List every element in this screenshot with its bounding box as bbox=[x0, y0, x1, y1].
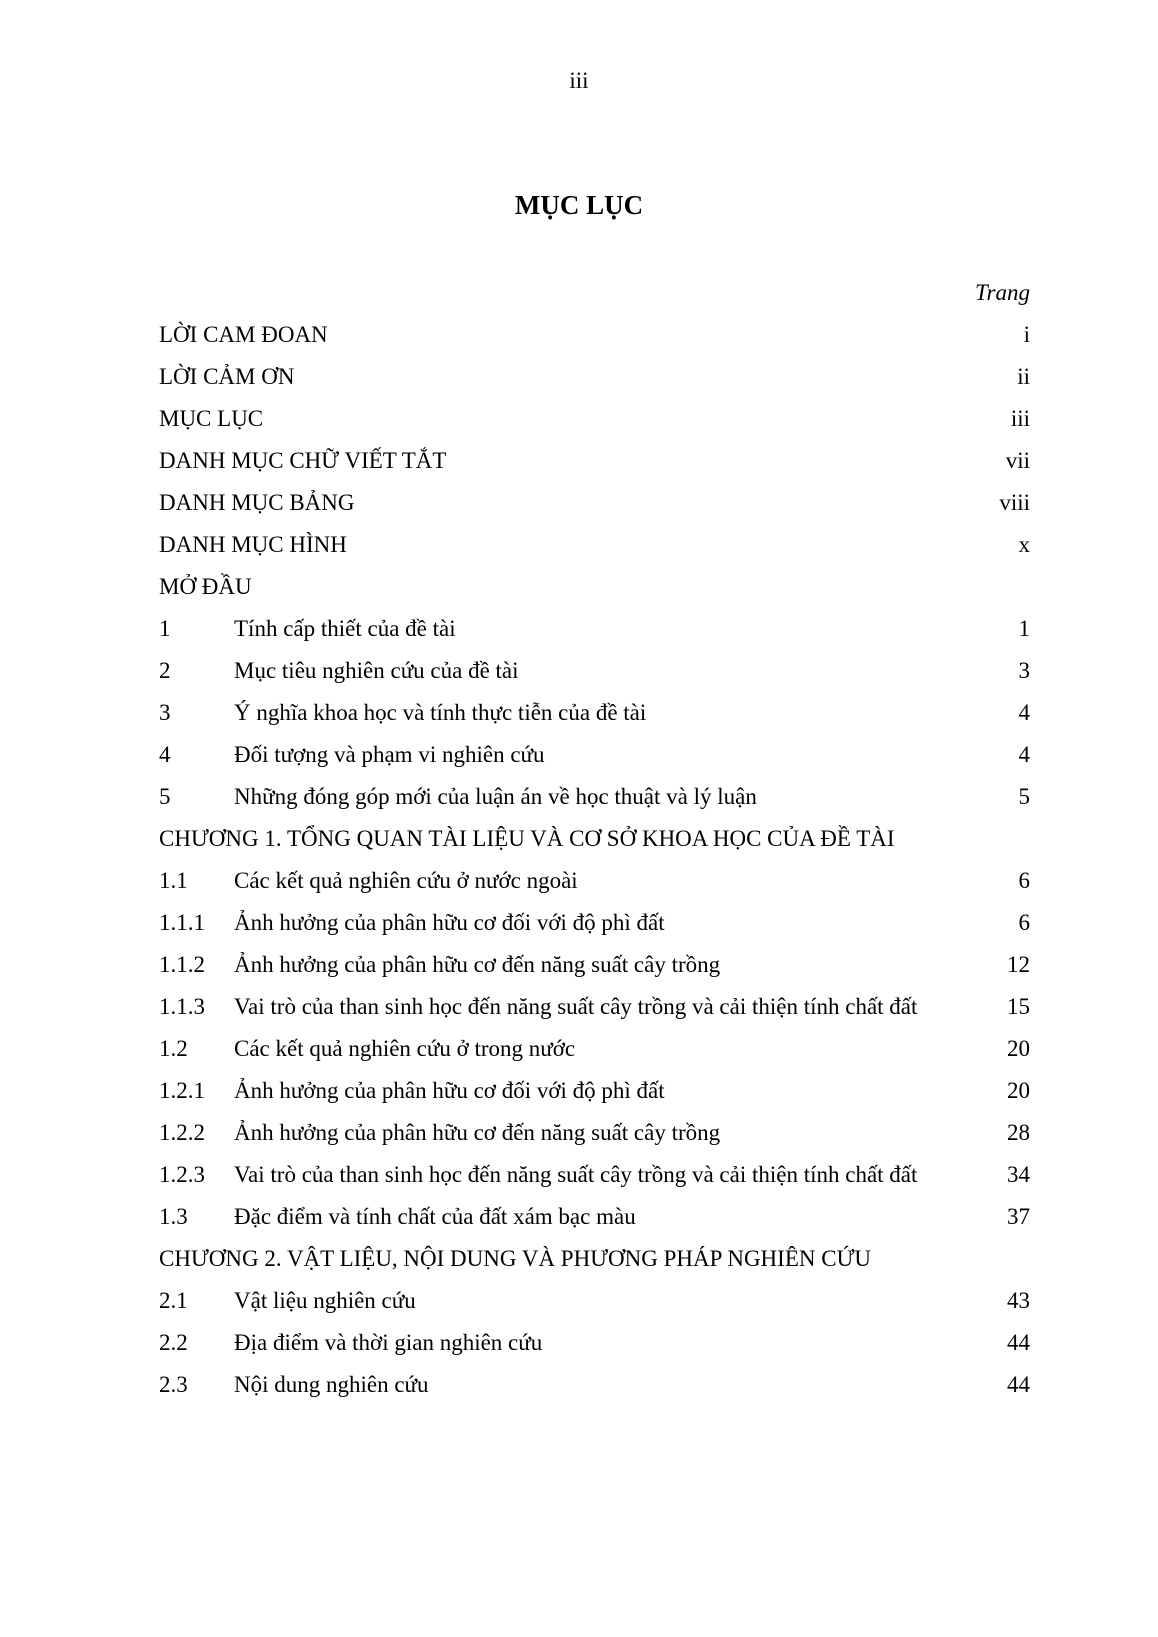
page-title: MỤC LỤC bbox=[514, 190, 644, 220]
toc-entry-number: 5 bbox=[159, 784, 171, 809]
toc-entry-label: LỜI CẢM ƠN bbox=[159, 364, 295, 389]
toc-entry-number: 1.1.2 bbox=[159, 952, 205, 977]
toc-entry-label: Tính cấp thiết của đề tài bbox=[234, 616, 456, 641]
toc-entry-number: 1.1 bbox=[159, 868, 188, 893]
toc-entry[interactable] bbox=[159, 782, 1030, 824]
toc-entry[interactable] bbox=[159, 824, 1030, 866]
toc-entry-page: 4 bbox=[1018, 700, 1030, 725]
toc-entry-page: 6 bbox=[1018, 868, 1030, 893]
toc-entry[interactable] bbox=[159, 1076, 1030, 1118]
toc-entry[interactable] bbox=[159, 1370, 1030, 1412]
toc-entry-label: Ảnh hưởng của phân hữu cơ đối với độ phì đất bbox=[234, 910, 665, 935]
toc-entry-number: 2.3 bbox=[159, 1372, 188, 1397]
toc-entry-number: 2.1 bbox=[159, 1288, 188, 1313]
toc-entry[interactable] bbox=[159, 656, 1030, 698]
toc-entry[interactable] bbox=[159, 1160, 1030, 1202]
toc-entry[interactable] bbox=[159, 908, 1030, 950]
toc-entry-page: 15 bbox=[1007, 994, 1030, 1019]
toc-entry-label: DANH MỤC HÌNH bbox=[159, 532, 347, 557]
toc-entry-label: DANH MỤC BẢNG bbox=[159, 490, 355, 515]
toc-entry[interactable] bbox=[159, 488, 1030, 530]
toc-entry-page: x bbox=[1018, 532, 1030, 557]
toc-entry-page: 6 bbox=[1018, 910, 1030, 935]
toc-entry-label: Vật liệu nghiên cứu bbox=[234, 1288, 416, 1313]
toc-entry-label: Những đóng góp mới của luận án về học thuật và lý luận bbox=[234, 784, 757, 809]
toc-entry-page: 43 bbox=[1007, 1288, 1030, 1313]
toc-entry-page: vii bbox=[1005, 448, 1030, 473]
toc-entries bbox=[159, 320, 1030, 1412]
toc-entry-label: Ảnh hưởng của phân hữu cơ đến năng suất cây trồng bbox=[234, 1120, 721, 1145]
toc-entry-page: 20 bbox=[1007, 1036, 1030, 1061]
toc-entry-page: 44 bbox=[1007, 1372, 1030, 1397]
page-column-label: Trang bbox=[975, 280, 1030, 305]
toc-entry[interactable] bbox=[159, 866, 1030, 908]
toc-entry-page: ii bbox=[1017, 364, 1030, 389]
toc-entry-page: viii bbox=[999, 490, 1030, 515]
toc-entry-label: Vai trò của than sinh học đến năng suất cây trồng và cải thiện tính chất đất bbox=[234, 994, 918, 1019]
toc-entry-label: Ý nghĩa khoa học và tính thực tiễn của đề tài bbox=[234, 700, 647, 725]
toc-entry-number: 1 bbox=[159, 616, 171, 641]
toc-entry-page: iii bbox=[1010, 406, 1030, 431]
toc-entry-label: Đặc điểm và tính chất của đất xám bạc màu bbox=[234, 1204, 636, 1229]
toc-entry-page: 28 bbox=[1007, 1120, 1030, 1145]
toc-entry-page: 20 bbox=[1007, 1078, 1030, 1103]
toc-entry-label: Mục tiêu nghiên cứu của đề tài bbox=[234, 658, 519, 683]
toc-entry-page: 37 bbox=[1007, 1204, 1030, 1229]
toc-entry-label: LỜI CAM ĐOAN bbox=[159, 322, 328, 347]
toc-entry-label: DANH MỤC CHỮ VIẾT TẮT bbox=[159, 448, 447, 473]
toc-entry[interactable] bbox=[159, 530, 1030, 572]
toc-entry-number: 1.2.3 bbox=[159, 1162, 205, 1187]
toc-entry[interactable] bbox=[159, 740, 1030, 782]
toc-entry[interactable] bbox=[159, 1118, 1030, 1160]
toc-entry-page: 44 bbox=[1007, 1330, 1030, 1355]
toc-entry[interactable] bbox=[159, 950, 1030, 992]
toc-entry-page: 4 bbox=[1018, 742, 1030, 767]
toc-entry-number: 3 bbox=[159, 700, 171, 725]
toc-entry[interactable] bbox=[159, 614, 1030, 656]
toc-entry-label: Ảnh hưởng của phân hữu cơ đối với độ phì đất bbox=[234, 1078, 665, 1103]
toc-entry-label: Địa điểm và thời gian nghiên cứu bbox=[234, 1330, 543, 1355]
toc-entry[interactable] bbox=[159, 446, 1030, 488]
toc-entry-label: Ảnh hưởng của phân hữu cơ đến năng suất cây trồng bbox=[234, 952, 721, 977]
toc-entry-number: 2.2 bbox=[159, 1330, 188, 1355]
toc-entry-label: MỞ ĐẦU bbox=[159, 574, 252, 599]
toc-entry-page: 12 bbox=[1007, 952, 1030, 977]
toc-entry[interactable] bbox=[159, 362, 1030, 404]
toc-entry-number: 1.2.1 bbox=[159, 1078, 205, 1103]
toc-entry-number: 1.2.2 bbox=[159, 1120, 205, 1145]
toc-entry-page: 34 bbox=[1007, 1162, 1030, 1187]
toc-entry[interactable] bbox=[159, 320, 1030, 362]
toc-entry[interactable] bbox=[159, 1286, 1030, 1328]
toc-entry-label: CHƯƠNG 1. TỔNG QUAN TÀI LIỆU VÀ CƠ SỞ KHOA HỌC CỦA ĐỀ TÀI bbox=[159, 826, 895, 851]
toc-entry[interactable] bbox=[159, 1202, 1030, 1244]
toc-entry-label: Các kết quả nghiên cứu ở nước ngoài bbox=[234, 868, 578, 893]
toc-entry[interactable] bbox=[159, 992, 1030, 1034]
toc-entry[interactable] bbox=[159, 1244, 1030, 1286]
toc-entry[interactable] bbox=[159, 698, 1030, 740]
table-of-contents bbox=[159, 278, 1030, 1412]
toc-entry-page: i bbox=[1023, 322, 1030, 347]
toc-entry[interactable] bbox=[159, 1328, 1030, 1370]
toc-entry-page: 1 bbox=[1018, 616, 1030, 641]
toc-entry-number: 4 bbox=[159, 742, 171, 767]
toc-entry-number: 1.3 bbox=[159, 1204, 188, 1229]
toc-entry-label: MỤC LỤC bbox=[159, 406, 264, 431]
toc-entry-label: CHƯƠNG 2. VẬT LIỆU, NỘI DUNG VÀ PHƯƠNG PHÁP NGHIÊN CỨU bbox=[159, 1246, 872, 1271]
toc-entry-number: 1.1.3 bbox=[159, 994, 205, 1019]
toc-entry[interactable] bbox=[159, 572, 1030, 614]
toc-entry-label: Nội dung nghiên cứu bbox=[234, 1372, 429, 1397]
toc-entry-page: 3 bbox=[1018, 658, 1030, 683]
toc-entry-label: Đối tượng và phạm vi nghiên cứu bbox=[234, 742, 545, 767]
toc-entry-label: Các kết quả nghiên cứu ở trong nước bbox=[234, 1036, 576, 1061]
page-number: iii bbox=[569, 68, 589, 93]
toc-entry-number: 2 bbox=[159, 658, 171, 683]
toc-entry-label: Vai trò của than sinh học đến năng suất cây trồng và cải thiện tính chất đất bbox=[234, 1162, 918, 1187]
toc-entry[interactable] bbox=[159, 1034, 1030, 1076]
toc-entry-number: 1.2 bbox=[159, 1036, 188, 1061]
toc-entry[interactable] bbox=[159, 404, 1030, 446]
toc-entry-page: 5 bbox=[1018, 784, 1030, 809]
toc-entry-number: 1.1.1 bbox=[159, 910, 205, 935]
